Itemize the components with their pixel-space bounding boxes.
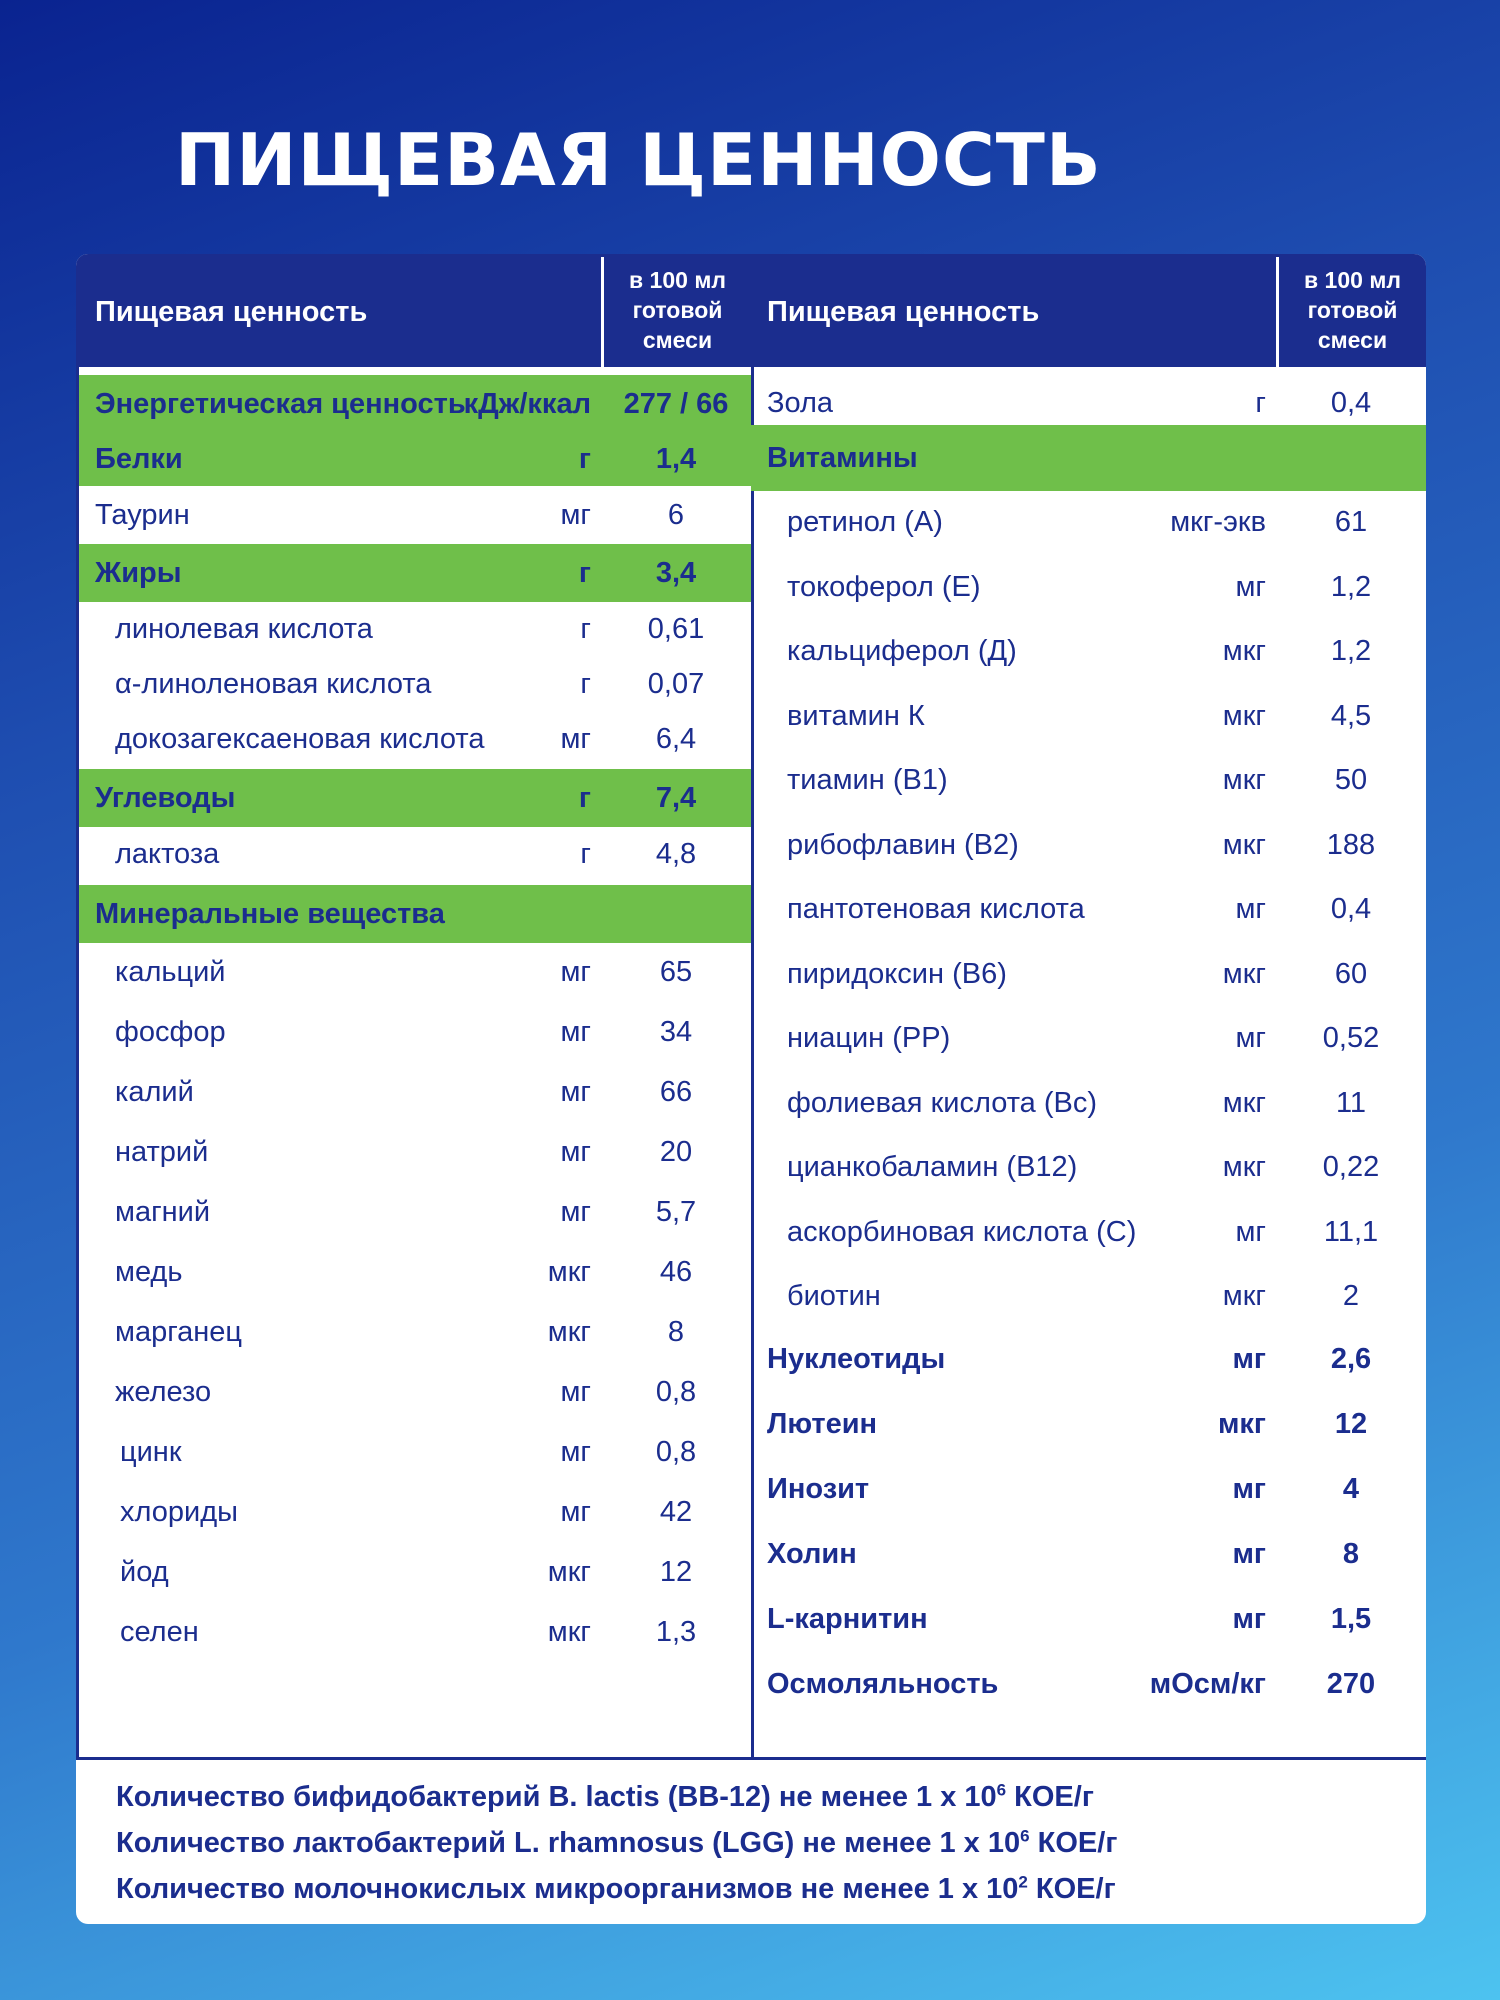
nutrient-row: [79, 1182, 751, 1242]
nutrient-value: 12: [1334, 1408, 1368, 1440]
nutrient-unit: мкг: [1222, 1151, 1266, 1183]
footer-text: Количество молочнокислых микроорганизмов не менее 1 х 10: [116, 1873, 1019, 1905]
nutrient-row: [751, 1327, 1426, 1391]
footer-exponent: 6: [996, 1780, 1007, 1800]
nutrient-row: [751, 748, 1426, 812]
nutrient-value: 34: [659, 1016, 693, 1048]
nutrient-row: [751, 1652, 1426, 1716]
footer-unit: КОЕ/г: [1006, 1781, 1094, 1813]
nutrient-row: [751, 555, 1426, 619]
nutrient-name: Лютеин: [767, 1408, 878, 1440]
nutrient-name: медь: [115, 1256, 183, 1288]
nutrient-row: [79, 1062, 751, 1122]
nutrient-row: [79, 1362, 751, 1422]
right-table-header: [751, 257, 1426, 367]
nutrient-value: 0,8: [655, 1376, 697, 1408]
nutrient-value: 6,4: [655, 723, 697, 755]
nutrient-unit: мг: [1232, 1603, 1266, 1635]
nutrient-row: [751, 1135, 1426, 1199]
nutrient-row: [751, 1587, 1426, 1651]
nutrient-unit: мкг: [547, 1556, 591, 1588]
nutrition-panel: [76, 254, 1426, 1924]
nutrient-value: 1,2: [1330, 635, 1372, 667]
nutrient-name: кальций: [115, 956, 226, 988]
nutrient-value: 1,3: [655, 1616, 697, 1648]
nutrient-value: 4: [1342, 1473, 1360, 1505]
nutrient-value: 1,4: [655, 443, 697, 475]
nutrient-name: витамин К: [787, 700, 925, 732]
nutrient-row: [751, 1522, 1426, 1586]
nutrient-value: 0,07: [647, 668, 705, 700]
nutrient-row: [751, 1264, 1426, 1328]
nutrient-unit: мкг: [1222, 1280, 1266, 1312]
nutrient-value: 8: [1342, 1538, 1360, 1570]
left-table: [76, 254, 754, 1760]
nutrient-value: 66: [659, 1076, 693, 1108]
category-row: [79, 769, 751, 827]
nutrient-value: 4,8: [655, 838, 697, 870]
nutrient-unit: кДж/ккал: [463, 388, 591, 420]
nutrient-unit: мкг: [1222, 1087, 1266, 1119]
nutrient-unit: г: [580, 613, 591, 645]
nutrient-row: [751, 942, 1426, 1006]
nutrient-name: докозагексаеновая кислота: [115, 723, 485, 755]
nutrient-unit: мг: [560, 1436, 591, 1468]
nutrient-name: ретинол (А): [787, 506, 943, 538]
header-name-label: Пищевая ценность: [767, 296, 1040, 328]
nutrient-row: [79, 1422, 751, 1482]
nutrient-value: 0,8: [655, 1436, 697, 1468]
nutrient-row: [751, 877, 1426, 941]
nutrient-name: аскорбиновая кислота (С): [787, 1216, 1137, 1248]
nutrient-name: α-линоленовая кислота: [115, 668, 432, 700]
nutrient-value: 42: [659, 1496, 693, 1528]
footer-exponent: 6: [1020, 1826, 1030, 1846]
nutrient-row: [751, 684, 1426, 748]
nutrient-unit: г: [578, 443, 591, 475]
page-title: ПИЩЕВАЯ ЦЕННОСТЬ: [175, 118, 1102, 202]
nutrient-unit: мг: [1235, 1216, 1266, 1248]
nutrient-unit: мкг: [1222, 829, 1266, 861]
nutrient-name: Осмоляльность: [767, 1668, 999, 1700]
nutrient-row: [79, 1302, 751, 1362]
nutrient-unit: г: [578, 782, 591, 814]
nutrient-unit: мг: [1235, 571, 1266, 603]
nutrient-row: [751, 1071, 1426, 1135]
nutrient-value: 5,7: [655, 1196, 697, 1228]
nutrient-row: [79, 602, 751, 657]
nutrient-unit: г: [580, 838, 591, 870]
nutrient-unit: мг: [560, 1076, 591, 1108]
nutrient-value: 11,1: [1323, 1216, 1379, 1248]
category-row: [79, 432, 751, 486]
nutrient-unit: мг: [560, 1136, 591, 1168]
nutrient-name: L-карнитин: [767, 1603, 928, 1635]
footer-line: [116, 1820, 1426, 1866]
nutrient-name: Минеральные вещества: [95, 898, 445, 930]
nutrient-unit: мкг-экв: [1170, 506, 1266, 538]
nutrient-unit: г: [1255, 387, 1266, 419]
nutrient-name: лактоза: [115, 838, 220, 870]
header-per-label: в 100 мл готовой смеси: [601, 257, 751, 367]
nutrient-row: [79, 1542, 751, 1602]
nutrient-name: Инозит: [767, 1473, 870, 1505]
nutrient-unit: мкг: [547, 1616, 591, 1648]
nutrient-name: Белки: [95, 443, 183, 475]
nutrient-unit: мкг: [1222, 958, 1266, 990]
nutrient-value: 65: [659, 956, 693, 988]
nutrient-value: 8: [667, 1316, 685, 1348]
nutrient-name: кальциферол (Д): [787, 635, 1017, 667]
nutrient-row: [751, 375, 1426, 431]
nutrient-name: цинк: [120, 1436, 182, 1468]
nutrient-value: 3,4: [655, 557, 697, 589]
category-row: [79, 544, 751, 602]
nutrient-value: 1,2: [1330, 571, 1372, 603]
nutrient-row: [79, 1602, 751, 1662]
nutrient-row: [751, 490, 1426, 554]
nutrient-value: 20: [659, 1136, 693, 1168]
nutrient-value: 2,6: [1330, 1343, 1372, 1375]
probiotics-footer: [76, 1754, 1426, 1924]
nutrient-name: пиридоксин (В6): [787, 958, 1007, 990]
footer-text: Количество лактобактерий L. rhamnosus (LGG) не менее 1 х 10: [116, 1827, 1021, 1859]
nutrient-unit: мг: [1235, 1022, 1266, 1054]
nutrient-value: 46: [659, 1256, 693, 1288]
nutrient-value: 0,61: [647, 613, 705, 645]
nutrient-row: [79, 657, 751, 712]
nutrient-row: [79, 712, 751, 767]
nutrient-row: [79, 1002, 751, 1062]
nutrient-name: Энергетическая ценность: [95, 388, 466, 420]
nutrient-row: [79, 487, 751, 543]
nutrient-value: 0,52: [1322, 1022, 1380, 1054]
nutrient-value: 1,5: [1330, 1603, 1372, 1635]
nutrient-name: марганец: [115, 1316, 243, 1348]
footer-line: [116, 1866, 1426, 1912]
nutrient-name: селен: [120, 1616, 199, 1648]
nutrient-unit: мг: [560, 1196, 591, 1228]
nutrient-unit: мОсм/кг: [1149, 1668, 1266, 1700]
nutrient-row: [751, 813, 1426, 877]
nutrient-value: 0,22: [1322, 1151, 1380, 1183]
nutrient-row: [79, 942, 751, 1002]
nutrient-unit: мкг: [547, 1256, 591, 1288]
nutrient-unit: мг: [1232, 1343, 1266, 1375]
nutrient-name: железо: [115, 1376, 212, 1408]
nutrient-name: Зола: [767, 387, 834, 419]
nutrient-name: натрий: [115, 1136, 209, 1168]
nutrient-unit: мг: [560, 956, 591, 988]
nutrient-unit: мг: [1235, 893, 1266, 925]
nutrient-value: 12: [659, 1556, 693, 1588]
nutrient-unit: мкг: [547, 1316, 591, 1348]
nutrient-unit: мг: [560, 1496, 591, 1528]
nutrient-unit: мкг: [1217, 1408, 1266, 1440]
nutrient-value: 277 / 66: [623, 388, 729, 420]
footer-line: [116, 1774, 1426, 1820]
nutrient-row: [79, 1482, 751, 1542]
footer-text: Количество бифидобактерий B. lactis (BB-12) не менее 1 х 10: [116, 1781, 997, 1813]
nutrient-name: хлориды: [120, 1496, 238, 1528]
nutrient-unit: мкг: [1222, 635, 1266, 667]
nutrient-value: 11: [1335, 1087, 1367, 1119]
nutrient-name: Холин: [767, 1538, 857, 1570]
nutrient-value: 50: [1334, 764, 1368, 796]
nutrient-value: 188: [1326, 829, 1376, 861]
nutrient-name: Витамины: [767, 442, 918, 474]
footer-exponent: 2: [1018, 1872, 1028, 1892]
nutrient-unit: мг: [1232, 1538, 1266, 1570]
nutrient-unit: мкг: [1222, 700, 1266, 732]
nutrient-unit: мг: [560, 1016, 591, 1048]
nutrient-name: фолиевая кислота (Вс): [787, 1087, 1097, 1119]
right-table: [751, 254, 1426, 1760]
nutrient-row: [751, 1392, 1426, 1456]
nutrient-unit: мкг: [1222, 764, 1266, 796]
nutrient-unit: мг: [1232, 1473, 1266, 1505]
nutrient-row: [751, 1457, 1426, 1521]
category-row: [79, 885, 751, 943]
nutrient-value: 2: [1342, 1280, 1360, 1312]
nutrient-row: [79, 825, 751, 883]
header-per-label: в 100 мл готовой смеси: [1276, 257, 1426, 367]
nutrient-value: 61: [1334, 506, 1368, 538]
nutrient-name: Жиры: [95, 557, 182, 589]
header-name-label: Пищевая ценность: [95, 296, 368, 328]
nutrient-name: линолевая кислота: [115, 613, 373, 645]
nutrient-name: рибофлавин (В2): [787, 829, 1019, 861]
nutrient-name: Углеводы: [95, 782, 236, 814]
nutrient-name: йод: [120, 1556, 169, 1588]
nutrient-row: [79, 1122, 751, 1182]
nutrient-name: фосфор: [115, 1016, 226, 1048]
nutrient-unit: г: [580, 668, 591, 700]
nutrient-row: [751, 619, 1426, 683]
nutrient-name: калий: [115, 1076, 194, 1108]
nutrient-value: 7,4: [655, 782, 697, 814]
left-table-header: [79, 257, 751, 367]
nutrient-value: 270: [1326, 1668, 1376, 1700]
nutrient-name: токоферол (Е): [787, 571, 981, 603]
nutrient-name: цианкобаламин (В12): [787, 1151, 1078, 1183]
nutrient-name: тиамин (В1): [787, 764, 948, 796]
nutrient-value: 4,5: [1330, 700, 1372, 732]
nutrient-value: 0,4: [1330, 387, 1372, 419]
nutrient-unit: г: [578, 557, 591, 589]
category-row: [79, 375, 751, 433]
nutrient-unit: мг: [560, 723, 591, 755]
nutrient-name: магний: [115, 1196, 211, 1228]
nutrient-name: Нуклеотиды: [767, 1343, 946, 1375]
nutrient-unit: мг: [560, 1376, 591, 1408]
category-row: [751, 425, 1426, 491]
nutrient-value: 6: [667, 499, 685, 531]
nutrient-value: 60: [1334, 958, 1368, 990]
nutrient-name: биотин: [787, 1280, 881, 1312]
nutrient-unit: мг: [560, 499, 591, 531]
nutrient-row: [751, 1006, 1426, 1070]
footer-unit: КОЕ/г: [1027, 1873, 1116, 1905]
nutrient-name: Таурин: [95, 499, 190, 531]
nutrient-name: ниацин (PP): [787, 1022, 951, 1054]
footer-unit: КОЕ/г: [1029, 1827, 1118, 1859]
nutrient-name: пантотеновая кислота: [787, 893, 1085, 925]
nutrient-row: [79, 1242, 751, 1302]
nutrient-value: 0,4: [1330, 893, 1372, 925]
nutrient-row: [751, 1200, 1426, 1264]
